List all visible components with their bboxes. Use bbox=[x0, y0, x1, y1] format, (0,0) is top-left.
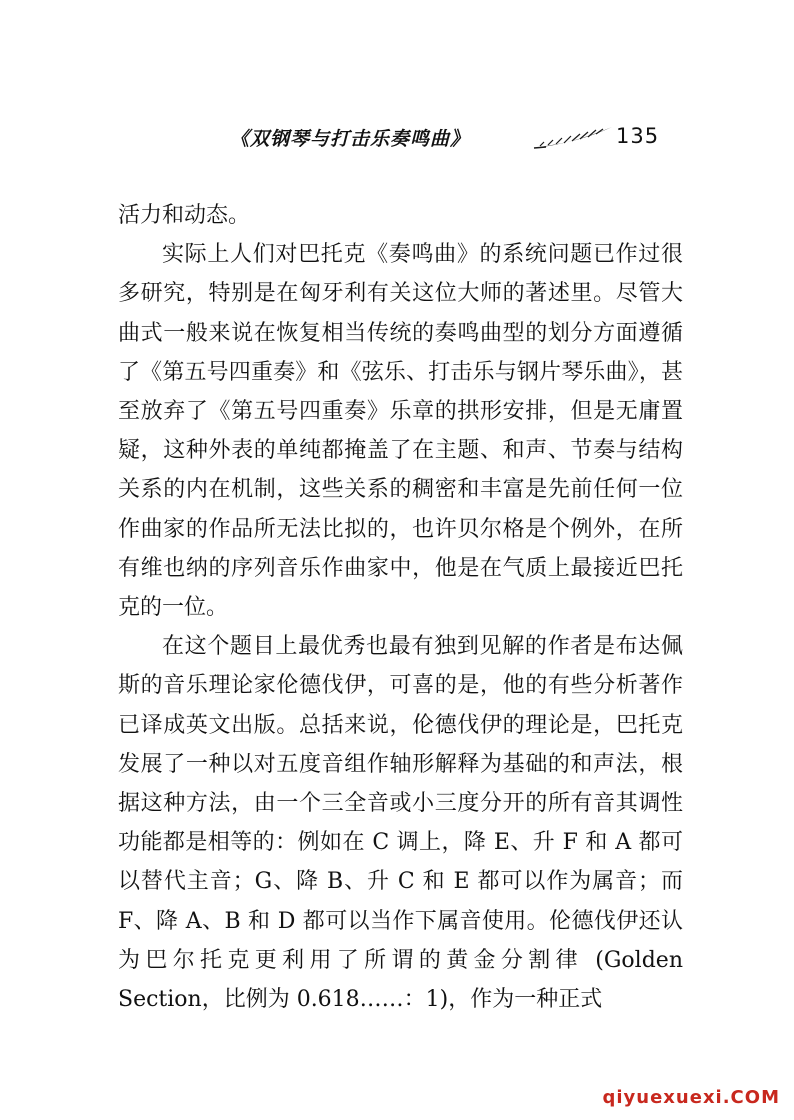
page-number: 135 bbox=[616, 124, 660, 148]
paragraph-2: 实际上人们对巴托克《奏鸣曲》的系统问题已作过很多研究，特别是在匈牙利有关这位大师的著述里。尽管大曲式一般来说在恢复相当传统的奏鸣曲型的划分方面遵循了《第五号四重奏》和《弦乐、打击乐与钢片琴乐曲》，甚至放弃了《第五号四重奏》乐章的拱形安排，但是无庸置疑，这种外表的单纯都掩盖了在主题、和声、节奏与结构关系的内在机制，这些关系的稠密和丰富是先前任何一位作曲家的作品所无法比拟的，也许贝尔格是个例外，在所有维也纳的序列音乐作曲家中，他是在气质上最接近巴托克的一位。 bbox=[118, 242, 683, 621]
running-title: 《双钢琴与打击乐奏鸣曲》 bbox=[230, 128, 471, 150]
watermark: qiyuexuexi.COM bbox=[602, 1087, 780, 1108]
body-text bbox=[118, 196, 683, 1019]
paragraph-1: 活力和动态。 bbox=[118, 203, 251, 228]
paragraph-3: 在这个题目上最优秀也最有独到见解的作者是布达佩斯的音乐理论家伦德伐伊，可喜的是，他的有些分析著作已译成英文出版。总括来说，伦德伐伊的理论是，巴托克发展了一种以对五度音组作轴形解释为基础的和声法，根据这种方法，由一个三全音或小三度分开的所有音其调性功能都是相等的：例如在 C 调上，降 E、升 F 和 A 都可以替代主音；G、降 B、升 C 和 E 都可以作为属音；而 F、降 A、B 和 D 都可以当作下属音使用。伦德伐伊还认为巴尔托克更利用了所谓的黄金分割律 (Golden Section，比例为 0.618……：1)，作为一种正式 bbox=[118, 634, 683, 1013]
page-header bbox=[230, 118, 670, 158]
feather-ornament-icon bbox=[532, 124, 614, 152]
